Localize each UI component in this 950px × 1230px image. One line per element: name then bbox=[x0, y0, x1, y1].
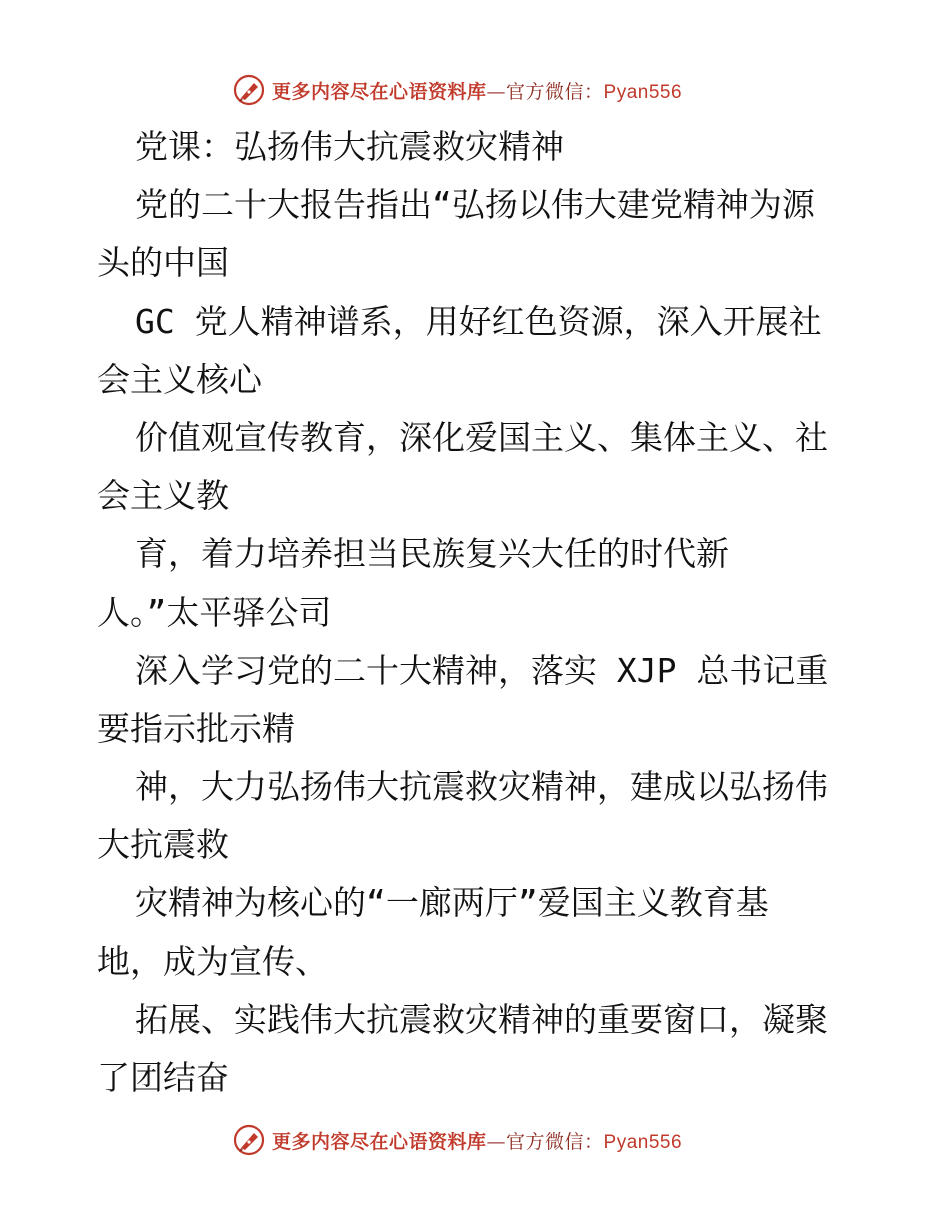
paragraph-line: 育，着力培养担当民族复兴大任的时代新 bbox=[135, 534, 729, 574]
document-title: 党课：弘扬伟大抗震救灾精神 bbox=[135, 127, 564, 166]
footer-banner bbox=[232, 1120, 682, 1160]
banner-wechat-label: 官方微信： bbox=[506, 80, 604, 103]
paragraph-line: 了团结奋 bbox=[97, 1058, 229, 1097]
paragraph-line: 头的中国 bbox=[97, 243, 229, 283]
paragraph-line: GC 党人精神谱系，用好红色资源，深入开展社 bbox=[135, 301, 822, 341]
paragraph-line: 地，成为宣传、 bbox=[97, 941, 328, 981]
banner-wechat-id: Pyan556 bbox=[603, 81, 683, 103]
banner-wechat-label: 官方微信： bbox=[506, 1130, 604, 1153]
paragraph-line: 灾精神为核心的“一廊两厅”爱国主义教育基 bbox=[135, 883, 769, 923]
banner-title: 更多内容尽在心语资料库 bbox=[272, 80, 487, 103]
paragraph-line: 神，大力弘扬伟大抗震救灾精神，建成以弘扬伟 bbox=[135, 767, 828, 807]
paragraph-line: 要指示批示精 bbox=[97, 708, 295, 748]
paragraph-line: 大抗震救 bbox=[97, 825, 229, 865]
header-banner bbox=[232, 70, 682, 110]
document-body bbox=[97, 118, 877, 1107]
banner-wechat-id: Pyan556 bbox=[603, 1131, 683, 1153]
paragraph-line: 会主义教 bbox=[97, 476, 229, 516]
banner-separator: — bbox=[486, 80, 507, 103]
paragraph-line: 党的二十大报告指出“弘扬以伟大建党精神为源 bbox=[135, 185, 815, 225]
paragraph-line: 深入学习党的二十大精神，落实 XJP 总书记重 bbox=[135, 650, 829, 690]
banner-separator: — bbox=[486, 1130, 507, 1153]
paragraph-line: 人。”太平驿公司 bbox=[97, 592, 332, 632]
paragraph-line: 拓展、实践伟大抗震救灾精神的重要窗口，凝聚 bbox=[135, 999, 828, 1039]
banner-title: 更多内容尽在心语资料库 bbox=[272, 1130, 487, 1153]
banner-text bbox=[272, 1127, 682, 1154]
banner-text bbox=[272, 77, 682, 104]
paragraph-line: 会主义核心 bbox=[97, 359, 262, 399]
paragraph-line: 价值观宣传教育，深化爱国主义、集体主义、社 bbox=[135, 417, 828, 457]
pen-nib-logo-icon bbox=[232, 73, 266, 107]
pen-nib-logo-icon bbox=[232, 1123, 266, 1157]
